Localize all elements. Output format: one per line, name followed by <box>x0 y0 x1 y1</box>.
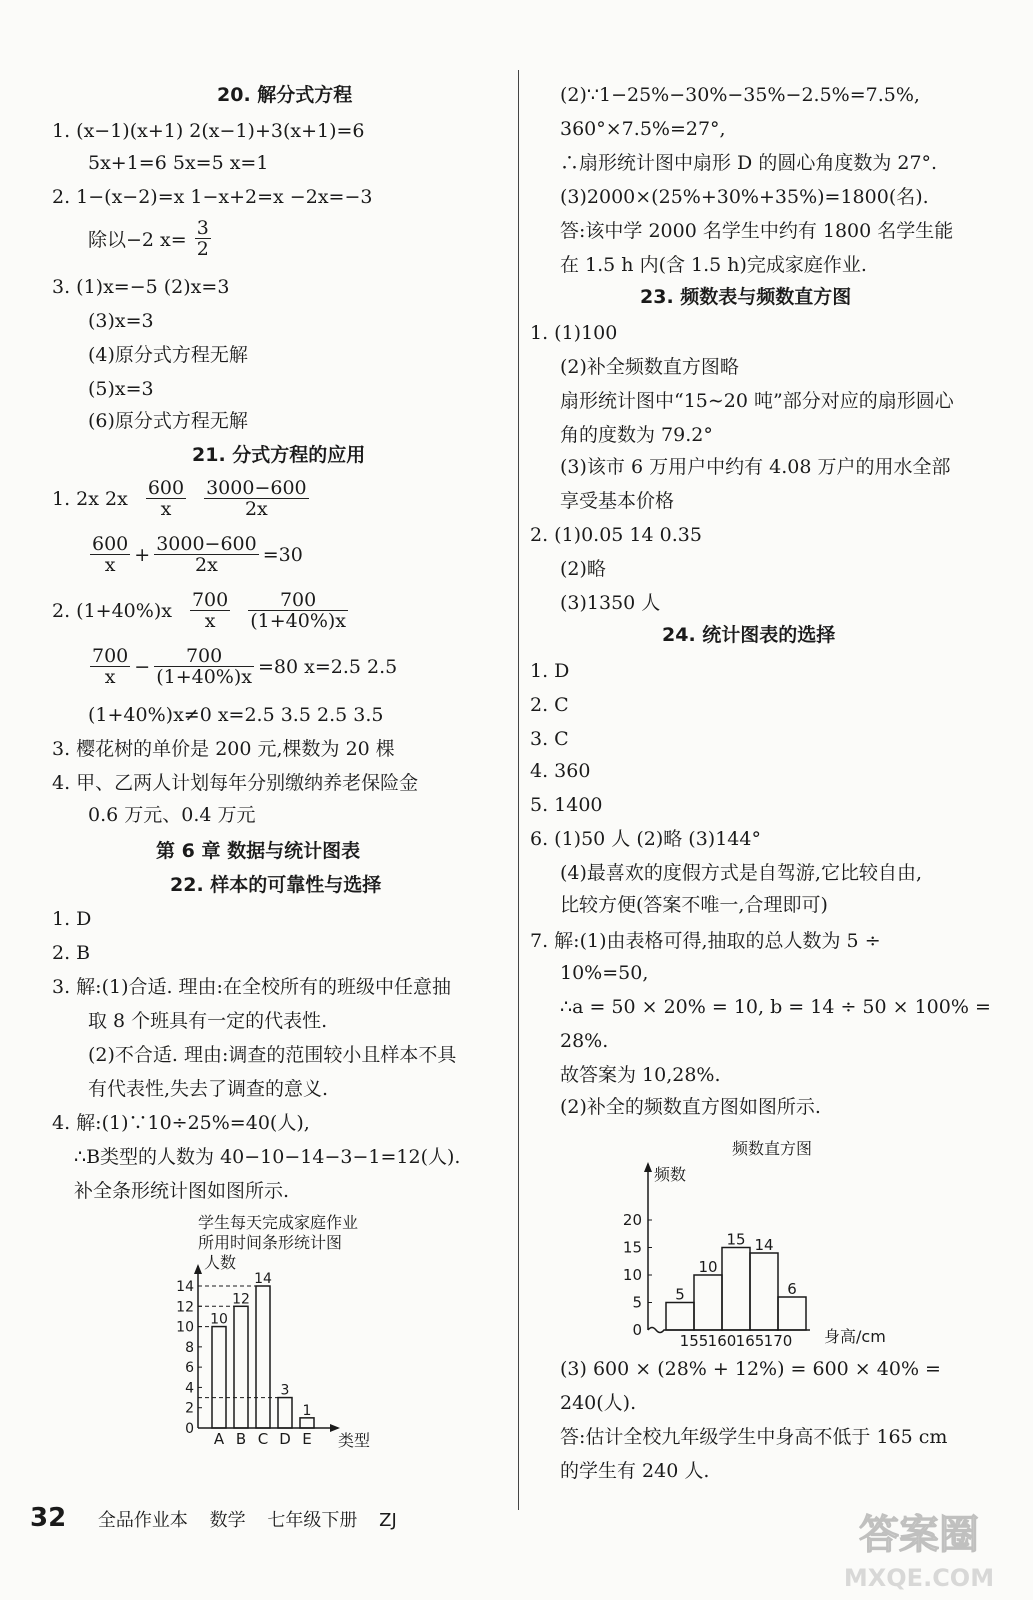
denominator: (1+40%)x <box>250 610 346 632</box>
chart1-y-tick: 0 <box>185 1421 194 1437</box>
grade: 七年级下册 <box>267 1510 358 1531</box>
s23-q1-line6: 享受基本价格 <box>560 490 675 512</box>
chart1-data-label: 1 <box>302 1402 312 1419</box>
homework-time-bar-chart <box>160 1208 400 1458</box>
chart2-data-label: 15 <box>726 1230 746 1249</box>
numerator: 700 <box>154 646 254 667</box>
chart1-y-tick: 12 <box>176 1299 194 1316</box>
numerator: 3000−600 <box>156 533 257 555</box>
denominator: 2 <box>196 238 209 260</box>
denominator: x <box>204 610 216 632</box>
s24-q7-line8: 240(人). <box>560 1392 637 1414</box>
s22-q3-line4: 有代表性,失去了调查的意义. <box>88 1078 329 1100</box>
s21-q3: 3. 樱花树的单价是 200 元,棵数为 20 棵 <box>52 738 395 760</box>
s24-q7-line1: 7. 解:(1)由表格可得,抽取的总人数为 5 ÷ <box>530 930 881 952</box>
numerator: 700 <box>92 645 129 667</box>
s23-q2-line2: (2)略 <box>560 558 606 580</box>
s23-q1-line2: (2)补全频数直方图略 <box>560 356 739 378</box>
s24-q6-line3: 比较方便(答案不唯一,合理即可) <box>560 894 828 916</box>
s24-q6-line2: (4)最喜欢的度假方式是自驾游,它比较自由, <box>560 862 922 884</box>
s24-q5: 5. 1400 <box>530 794 603 816</box>
chart1-bar-D <box>278 1398 292 1428</box>
s20-q3-line2: (3)x=3 <box>88 310 154 332</box>
chart2-data-label: 14 <box>754 1236 774 1254</box>
chart2-y-tick: 10 <box>622 1266 642 1284</box>
equation-tail: =30 <box>262 543 303 566</box>
s23-q1-line5: (3)该市 6 万用户中约有 4.08 万户的用水全部 <box>560 456 951 478</box>
numerator: 600 <box>147 477 185 499</box>
section-22-title: 22. 样本的可靠性与选择 <box>170 874 382 896</box>
watermark-main-text: 答案圈 <box>859 1512 979 1558</box>
chart1-y-tick: 10 <box>176 1319 194 1336</box>
fraction <box>204 478 309 519</box>
chart1-bar-B <box>234 1306 248 1428</box>
s20-q1-line1: 1. (x−1)(x+1) 2(x−1)+3(x+1)=6 <box>52 120 365 142</box>
fraction <box>154 646 254 687</box>
chart2-y-tick: 0 <box>632 1321 642 1339</box>
s24-q7-line6: (2)补全的频数直方图如图所示. <box>560 1096 821 1118</box>
fraction <box>190 590 230 631</box>
chart1-x-label: 类型 <box>338 1431 371 1450</box>
chart1-y-arrow <box>194 1264 202 1274</box>
s24-q6-line1: 6. (1)50 人 (2)略 (3)144° <box>530 828 761 850</box>
chart2-data-label: 6 <box>787 1280 797 1298</box>
s24-q3: 3. C <box>530 728 569 750</box>
fraction <box>195 218 211 259</box>
r-line4: (3)2000×(25%+30%+35%)=1800(名). <box>560 186 929 208</box>
s23-q1-line1: 1. (1)100 <box>530 322 618 344</box>
watermark-url-text: MXQE.COM <box>843 1564 995 1592</box>
r-line5: 答:该中学 2000 名学生中约有 1800 名学生能 <box>560 220 954 242</box>
section-21-title: 21. 分式方程的应用 <box>192 444 366 466</box>
denominator: x <box>160 498 172 520</box>
chart1-y-label: 人数 <box>204 1253 237 1272</box>
chart1-data-label: 3 <box>280 1382 290 1399</box>
s24-q4: 4. 360 <box>530 760 591 782</box>
equation-tail: =80 x=2.5 2.5 <box>257 655 398 678</box>
s20-q3-line3: (4)原分式方程无解 <box>88 344 248 366</box>
chart1-data-label: 14 <box>254 1271 272 1287</box>
denominator: 2x <box>195 554 218 576</box>
r-line1: (2)∵1−25%−30%−35%−2.5%=7.5%, <box>560 84 920 106</box>
s21-q4-line2: 0.6 万元、0.4 万元 <box>88 804 256 826</box>
chart2-y-tick: 5 <box>632 1293 642 1312</box>
s24-q7-line4: 28%. <box>560 1030 609 1052</box>
chart2-x-tick: 165 <box>735 1332 765 1350</box>
section-23-title: 23. 频数表与频数直方图 <box>640 286 852 308</box>
denominator: x <box>104 554 116 576</box>
fraction <box>146 478 186 519</box>
chart2-x-tick: 155 <box>679 1332 709 1350</box>
chart1-x-tick: C <box>257 1430 269 1448</box>
chart2-y-tick: 15 <box>622 1238 642 1257</box>
s23-q2-line1: 2. (1)0.05 14 0.35 <box>530 524 702 546</box>
r-line2: 360°×7.5%=27°, <box>560 118 726 140</box>
chart1-bar-A <box>212 1327 226 1428</box>
s22-q3-line3: (2)不合适. 理由:调查的范围较小且样本不具 <box>88 1044 457 1066</box>
s20-q1-line2: 5x+1=6 5x=5 x=1 <box>88 152 269 174</box>
chart2-x-tick: 170 <box>763 1332 793 1350</box>
chart1-y-tick: 8 <box>185 1339 194 1356</box>
fraction <box>248 590 348 631</box>
s23-q2-line3: (3)1350 人 <box>560 592 661 614</box>
chart2-y-tick: 20 <box>622 1211 642 1229</box>
chart1-x-tick: D <box>279 1430 291 1448</box>
chart1-title-line2: 所用时间条形统计图 <box>197 1233 343 1252</box>
denominator: x <box>104 666 116 688</box>
chart2-bar-160 <box>722 1248 750 1331</box>
chart2-bar-155 <box>694 1275 722 1330</box>
s20-q3-line1: 3. (1)x=−5 (2)x=3 <box>52 276 230 298</box>
s20-q2-line1: 2. 1−(x−2)=x 1−x+2=x −2x=−3 <box>52 186 373 208</box>
chart1-bar-C <box>256 1286 270 1428</box>
s21-q2-line1 <box>52 590 352 631</box>
s24-q7-line2: 10%=50, <box>560 962 649 984</box>
s22-q3-line2: 取 8 个班具有一定的代表性. <box>88 1010 328 1032</box>
chart1-y-tick: 4 <box>185 1380 194 1397</box>
page-footer <box>30 1503 413 1533</box>
book-name: 全品作业本 <box>97 1510 188 1531</box>
s22-q3-line1: 3. 解:(1)合适. 理由:在全校所有的班级中任意抽 <box>52 976 451 998</box>
s21-q1-line2 <box>86 534 303 575</box>
section-24-title: 24. 统计图表的选择 <box>662 624 836 646</box>
page-number: 32 <box>30 1503 67 1533</box>
fraction <box>90 534 130 575</box>
s21-q2-line2 <box>86 646 397 687</box>
s24-q7-line7: (3) 600 × (28% + 12%) = 600 × 40% = <box>560 1358 941 1380</box>
numerator: 700 <box>248 590 348 611</box>
s22-q1: 1. D <box>52 908 92 930</box>
s24-q7-line5: 故答案为 10,28%. <box>560 1064 721 1086</box>
s20-q2-line2 <box>88 218 215 259</box>
chart1-data-label: 10 <box>210 1311 228 1328</box>
chart1-x-tick: A <box>213 1430 225 1448</box>
s23-q1-line4: 角的度数为 79.2° <box>560 424 713 446</box>
chapter-6-title: 第 6 章 数据与统计图表 <box>156 840 361 862</box>
denominator: 2x <box>244 498 268 520</box>
subject: 数学 <box>209 1510 246 1531</box>
s21-q4-line1: 4. 甲、乙两人计划每年分别缴纳养老保险金 <box>52 772 419 794</box>
edition: ZJ <box>379 1510 397 1531</box>
chart2-y-arrow <box>644 1162 652 1172</box>
chart1-x-tick: E <box>302 1430 312 1448</box>
r-line3: ∴扇形统计图中扇形 D 的圆心角度数为 27°. <box>560 152 938 174</box>
chart2-x-tick: 160 <box>707 1332 737 1350</box>
s20-q2-text: 除以−2 x= <box>88 229 187 251</box>
fraction <box>90 646 130 687</box>
s20-q3-line5: (6)原分式方程无解 <box>88 410 248 432</box>
fraction <box>154 534 259 575</box>
chart2-bar-150 <box>666 1303 694 1331</box>
chart2-bar-165 <box>750 1253 778 1330</box>
chart1-data-label: 12 <box>232 1291 250 1308</box>
column-divider <box>518 70 519 1510</box>
denominator: (1+40%)x <box>156 666 252 688</box>
section-20-title: 20. 解分式方程 <box>217 84 353 106</box>
s22-q4-line2: ∴B类型的人数为 40−10−14−3−1=12(人). <box>74 1146 461 1168</box>
numerator: 600 <box>92 533 129 555</box>
s22-q4-line3: 补全条形统计图如图所示. <box>74 1180 290 1202</box>
height-frequency-histogram <box>610 1130 900 1350</box>
site-watermark <box>824 1500 1014 1595</box>
r-line6: 在 1.5 h 内(含 1.5 h)完成家庭作业. <box>560 254 867 276</box>
s24-q7-line3: ∴a = 50 × 20% = 10, b = 14 ÷ 50 × 100% = <box>560 996 991 1018</box>
s22-q2: 2. B <box>52 942 91 964</box>
s24-q7-line9: 答:估计全校九年级学生中身高不低于 165 cm <box>560 1426 948 1448</box>
chart1-y-tick: 2 <box>185 1400 194 1417</box>
chart1-x-tick: B <box>235 1430 247 1448</box>
plus-sign: + <box>134 543 151 566</box>
chart2-x-label: 身高/cm <box>824 1327 886 1346</box>
chart2-data-label: 5 <box>675 1285 685 1304</box>
chart1-title-line1: 学生每天完成家庭作业 <box>197 1213 359 1232</box>
s24-q2: 2. C <box>530 694 569 716</box>
minus-sign: − <box>134 655 151 678</box>
s20-q3-line4: (5)x=3 <box>88 378 154 400</box>
chart2-y-label: 频数 <box>654 1165 687 1184</box>
s22-q4-line1: 4. 解:(1)∵10÷25%=40(人), <box>52 1112 310 1134</box>
s21-q2-line3: (1+40%)x≠0 x=2.5 3.5 2.5 3.5 <box>88 704 384 726</box>
chart2-data-label: 10 <box>698 1258 718 1276</box>
chart2-bar-170 <box>778 1297 806 1330</box>
s24-q7-line10: 的学生有 240 人. <box>560 1460 710 1482</box>
numerator: 700 <box>191 589 229 611</box>
s24-q1: 1. D <box>530 660 570 682</box>
chart1-y-tick: 14 <box>176 1279 194 1295</box>
numerator: 3000−600 <box>206 477 307 499</box>
chart1-y-tick: 6 <box>185 1360 194 1377</box>
s23-q1-line3: 扇形统计图中“15∼20 吨”部分对应的扇形圆心 <box>560 390 954 412</box>
s21-q2-text: 2. (1+40%)x <box>52 599 172 622</box>
numerator: 3 <box>196 217 209 239</box>
s21-q1-text: 1. 2x 2x <box>52 487 128 510</box>
s21-q1-line1 <box>52 478 313 519</box>
chart2-title: 频数直方图 <box>731 1139 813 1158</box>
chart1-bar-E <box>300 1418 314 1428</box>
